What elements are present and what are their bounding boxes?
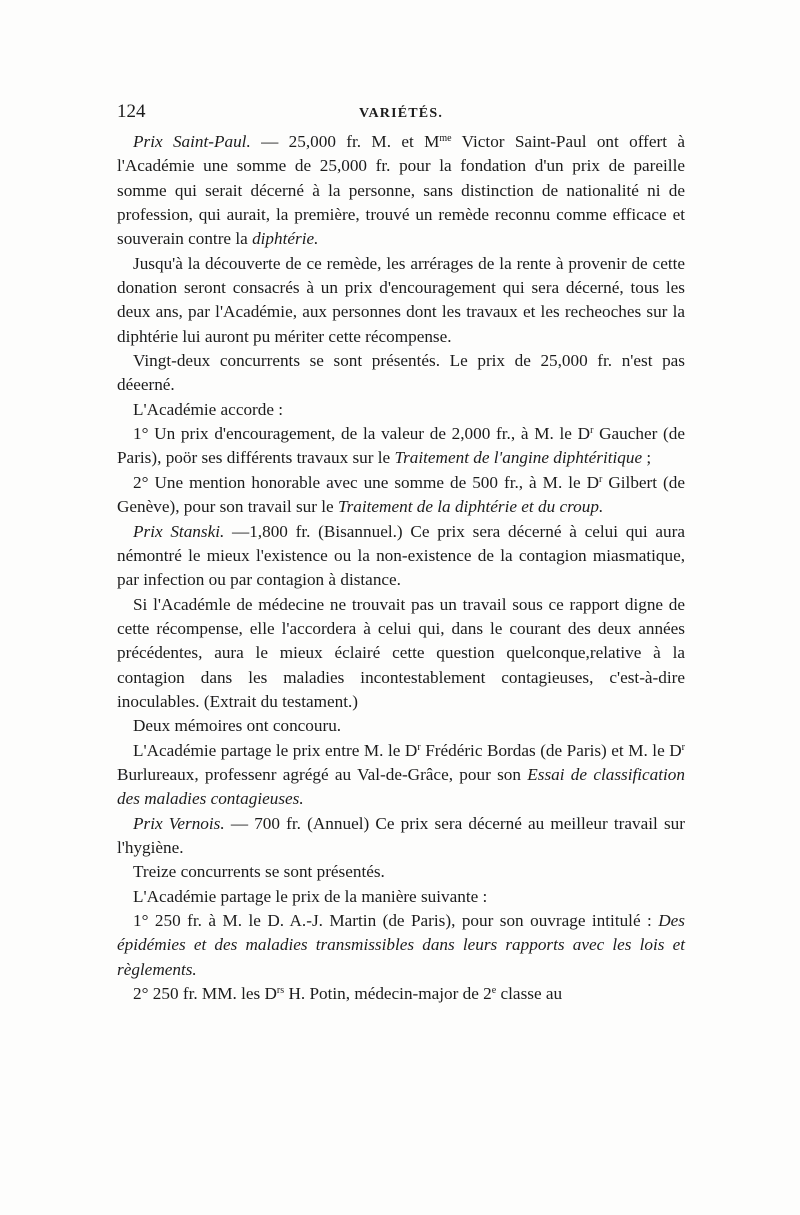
paragraph-text: Frédéric Bordas (de Paris) et M. le D [420, 740, 682, 760]
page-number: 124 [117, 101, 146, 122]
paragraph: Treize concurrents se sont présentés. [133, 862, 385, 882]
paragraph-text: H. Potin, médecin-major de 2 [284, 984, 492, 1004]
paragraph: Deux mémoires ont concouru. [133, 716, 342, 736]
paragraph: Vingt-deux concurrents se sont présentés. Le prix de 25,000 fr. n'est pas déeerné. [117, 351, 685, 395]
prize-title: Prix Stanski. [133, 521, 225, 541]
superscript: r [599, 473, 603, 485]
italic-text: Traitement de la diphtérie et du croup. [337, 497, 604, 517]
paragraph-text: ; [642, 448, 652, 468]
paragraph: L'Académie accorde : [133, 399, 284, 419]
italic-text: diphtérie. [252, 229, 319, 249]
superscript: r [590, 425, 594, 437]
paragraph-prix-saint-paul [117, 130, 685, 252]
running-title: VARIÉTÉS. [358, 106, 444, 121]
paragraph-prix-stanski [117, 520, 685, 593]
paragraph-prix-vernois [117, 812, 685, 861]
paragraph-award-martin [117, 909, 685, 982]
italic-text: Essai de classification des maladies contagieuses. [117, 764, 685, 809]
superscript: me [439, 133, 452, 144]
paragraph-text: —1,800 fr. (Bisannuel.) Ce prix sera décerné à celui qui aura némontré le mieux l'existence ou la non-existence de la contagion miasmatique, par infection ou par contagion à distance. [117, 521, 685, 590]
paragraph-bordas-burlureaux [117, 739, 685, 812]
paragraph-text: Victor Saint-Paul ont offert à l'Académie une somme de 25,000 fr. pour la fondation d'un prix de pareille somme qui serait décerné à la personne, sans distinction de nationalité ni de profession, qui aurait, la première, trouvé un remède reconnu comme efficace et souverain contre la [117, 132, 685, 249]
italic-text: Des épidémies et des maladies transmissibles dans leurs rapports avec les lois et règlements. [117, 911, 685, 979]
page-header [117, 100, 685, 128]
superscript: e [491, 985, 497, 997]
paragraph-text: 1° Un prix d'encouragement, de la valeur de 2,000 fr., à M. le D [133, 424, 591, 444]
prize-title: Prix Saint-Paul. [133, 132, 251, 151]
paragraph: Si l'Académle de médecine ne trouvait pas un travail sous ce rapport digne de cette récompense, elle l'accordera à celui qui, dans le courant des deux années précédentes, aura le mieux éclairé cette question quelconque,relative à la contagion dans les maladies incontestablement contagieuses, c'est-à-dire inoculables. (Extrait du testament.) [117, 594, 685, 711]
superscript: r [417, 741, 421, 753]
paragraph: L'Académie partage le prix de la manière suivante : [133, 886, 488, 906]
paragraph-text: classe au [496, 984, 563, 1004]
paragraph-award-2 [117, 471, 685, 520]
paragraph-award-potin [117, 982, 685, 1006]
prize-title: Prix Vernois. [133, 813, 225, 833]
paragraph-text: L'Académie partage le prix entre M. le D [133, 740, 418, 760]
page-body [117, 130, 685, 1006]
paragraph-text: Gaucher (de Paris), poör ses différents travaux sur le [117, 424, 685, 468]
paragraph-text: 2° Une mention honorable avec une somme de 500 fr., à M. le D [133, 472, 600, 492]
paragraph-text: 2° 250 fr. MM. les D [133, 984, 277, 1004]
superscript: rs [276, 985, 285, 997]
paragraph: Jusqu'à la découverte de ce remède, les arrérages de la rente à provenir de cette donation seront consacrés à un prix d'encouragement qui sera décerné, tous les deux ans, par l'Académie, aux personnes dont les travaux et les recheoches sur la diphtérie lui auront pu mériter cette récompense. [117, 253, 685, 346]
italic-text: Traitement de l'angine diphtéritique [394, 448, 643, 468]
superscript: r [681, 741, 685, 753]
paragraph-text: — 700 fr. (Annuel) Ce prix sera décerné au meilleur travail sur l'hygiène. [117, 813, 685, 857]
paragraph-text: Burlureaux, professenr agrégé au Val-de-Grâce, pour son [117, 764, 528, 784]
paragraph-award-1 [117, 422, 685, 471]
paragraph-text: — 25,000 fr. M. et M [250, 132, 440, 151]
paragraph-text: 1° 250 fr. à M. le D. A.-J. Martin (de Paris), pour son ouvrage intitulé : [133, 911, 659, 930]
paragraph-text: Gilbert (de Genève), pour son travail sur le [117, 472, 685, 517]
